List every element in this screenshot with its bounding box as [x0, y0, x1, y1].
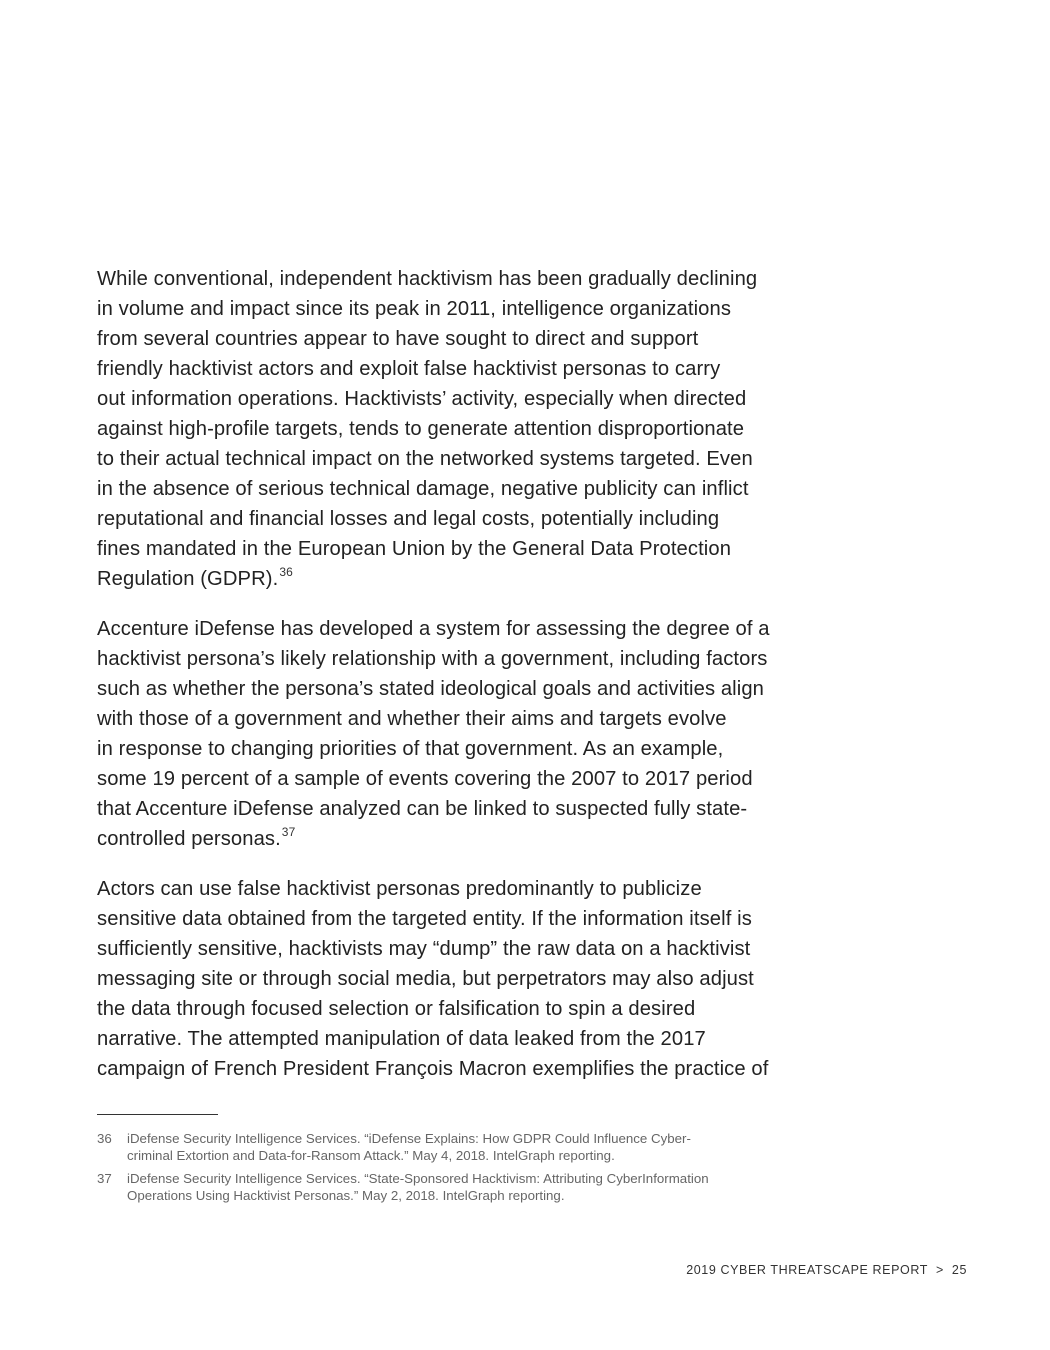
footnote-text	[127, 1131, 691, 1164]
footnote-divider	[97, 1114, 218, 1115]
paragraph-line: hacktivist persona’s likely relationship with a government, including factors	[97, 648, 768, 670]
footnote-line: iDefense Security Intelligence Services. “State-Sponsored Hacktivism: Attributing CyberInformation	[127, 1171, 709, 1186]
paragraph-1	[97, 264, 845, 594]
paragraph-line-text: Regulation (GDPR).	[97, 568, 279, 590]
paragraph-line: friendly hacktivist actors and exploit false hacktivist personas to carry	[97, 358, 721, 380]
footnote-reference-37[interactable]: 37	[281, 825, 296, 839]
footnote-37	[97, 1171, 857, 1204]
paragraph-line: in response to changing priorities of that government. As an example,	[97, 738, 724, 760]
paragraph-line: Actors can use false hacktivist personas predominantly to publicize	[97, 878, 702, 900]
paragraph-3	[97, 874, 845, 1084]
footer-separator: >	[935, 1263, 944, 1277]
paragraph-line: such as whether the persona’s stated ideological goals and activities align	[97, 678, 764, 700]
footnote-text	[127, 1171, 709, 1204]
footnote-number: 36	[97, 1131, 112, 1146]
paragraph-line: some 19 percent of a sample of events covering the 2007 to 2017 period	[97, 768, 753, 790]
footnote-line: Operations Using Hacktivist Personas.” May 2, 2018. IntelGraph reporting.	[127, 1187, 565, 1203]
paragraph-line: While conventional, independent hacktivism has been gradually declining	[97, 268, 758, 290]
report-title: 2019 CYBER THREATSCAPE REPORT	[686, 1263, 928, 1277]
footnote-line: criminal Extortion and Data-for-Ransom Attack.” May 4, 2018. IntelGraph reporting.	[127, 1147, 615, 1163]
page-number: 25	[951, 1263, 967, 1277]
paragraph-2	[97, 614, 845, 854]
body-text	[97, 264, 845, 1104]
paragraph-line: reputational and financial losses and legal costs, potentially including	[97, 508, 720, 530]
paragraph-line: against high-profile targets, tends to generate attention disproportionate	[97, 418, 745, 440]
footnote-36	[97, 1131, 857, 1164]
paragraph-line: sufficiently sensitive, hacktivists may “dump” the raw data on a hacktivist	[97, 938, 751, 960]
paragraph-line: fines mandated in the European Union by the General Data Protection	[97, 538, 732, 560]
paragraph-line: to their actual technical impact on the networked systems targeted. Even	[97, 448, 753, 470]
paragraph-line: out information operations. Hacktivists’ activity, especially when directed	[97, 388, 747, 410]
paragraph-line: messaging site or through social media, but perpetrators may also adjust	[97, 968, 754, 990]
footnotes	[97, 1131, 857, 1211]
paragraph-line: sensitive data obtained from the targeted entity. If the information itself is	[97, 908, 752, 930]
page-footer	[686, 1263, 967, 1277]
paragraph-line: in volume and impact since its peak in 2011, intelligence organizations	[97, 298, 732, 320]
paragraph-line: with those of a government and whether their aims and targets evolve	[97, 708, 727, 730]
paragraph-line: from several countries appear to have sought to direct and support	[97, 328, 699, 350]
paragraph-line-last	[97, 824, 845, 854]
paragraph-line: that Accenture iDefense analyzed can be linked to suspected fully state-	[97, 798, 748, 820]
footnote-reference-36[interactable]: 36	[279, 565, 293, 579]
paragraph-line-last	[97, 564, 845, 594]
paragraph-line: narrative. The attempted manipulation of data leaked from the 2017	[97, 1028, 706, 1050]
footnote-line: iDefense Security Intelligence Services. “iDefense Explains: How GDPR Could Influence Cyber-	[127, 1131, 691, 1146]
paragraph-line-text: controlled personas.	[97, 828, 281, 850]
paragraph-line: campaign of French President François Macron exemplifies the practice of	[97, 1058, 769, 1080]
paragraph-line: Accenture iDefense has developed a system for assessing the degree of a	[97, 618, 770, 640]
paragraph-line: the data through focused selection or falsification to spin a desired	[97, 998, 696, 1020]
footnote-number: 37	[97, 1171, 112, 1186]
paragraph-line: in the absence of serious technical damage, negative publicity can inflict	[97, 478, 749, 500]
